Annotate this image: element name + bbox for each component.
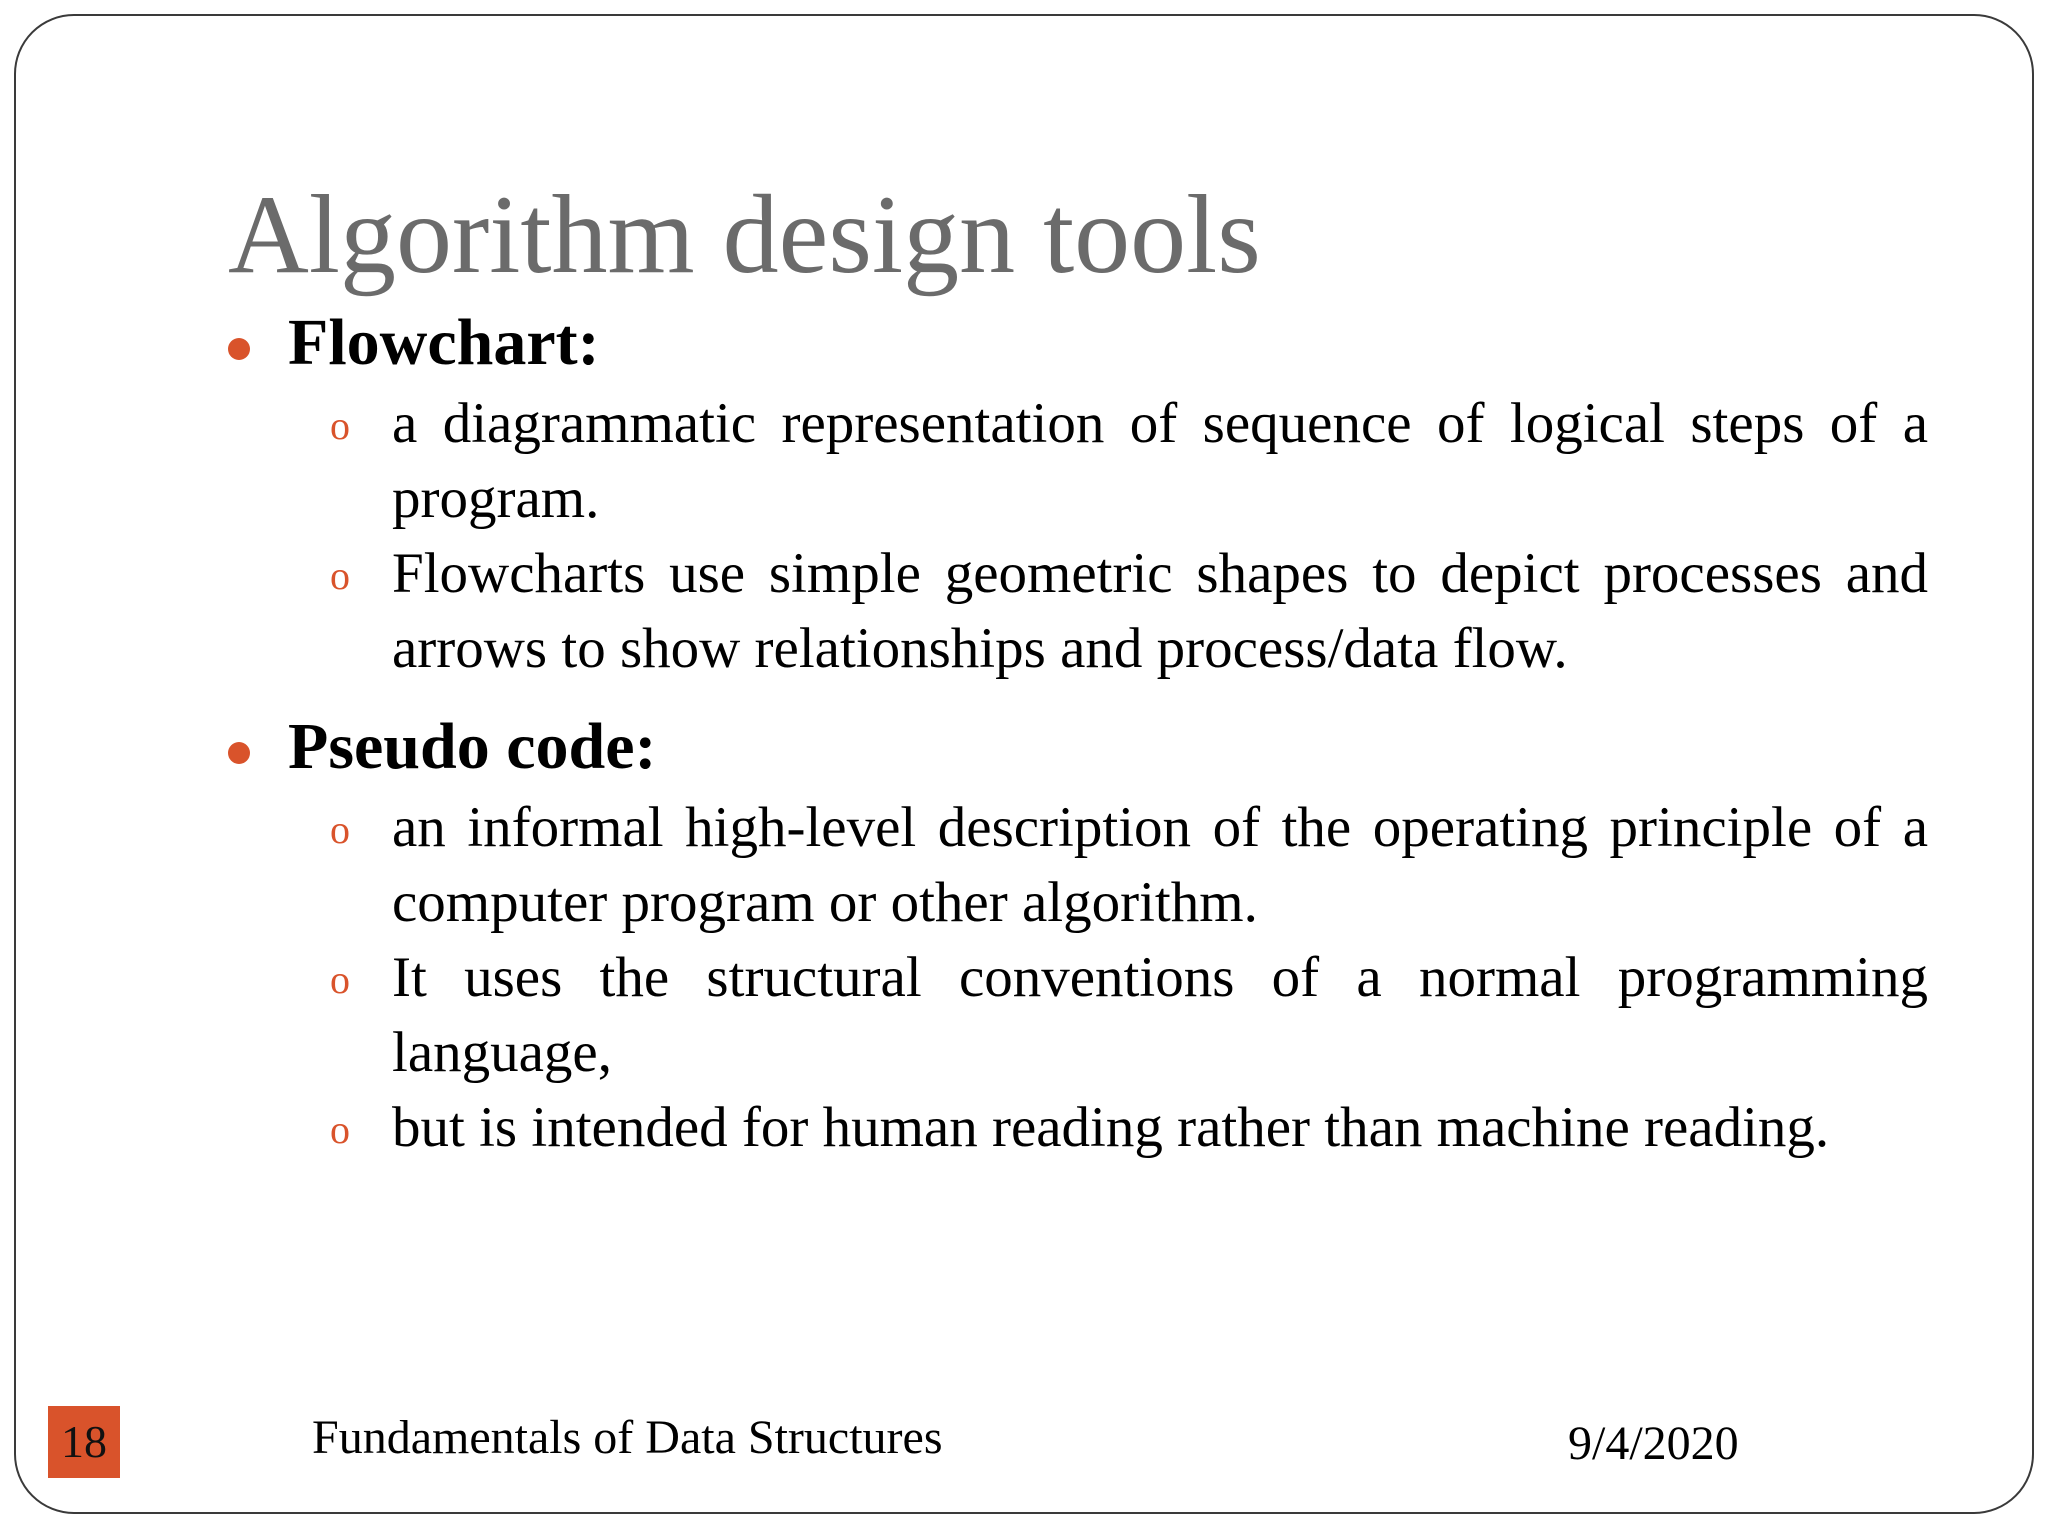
sub-bullet-item (228, 1090, 1928, 1165)
sub-bullet-list (228, 386, 1928, 686)
section-heading-row (228, 704, 1928, 790)
circle-bullet-icon: o (330, 807, 350, 852)
bullet-dot-icon (228, 338, 250, 360)
sub-bullet-text: It uses the structural conventions of a normal programming language, (392, 946, 1928, 1084)
sub-bullet-text: an informal high-level description of the operating principle of a computer program or other algorithm. (392, 796, 1928, 934)
sub-bullet-item (228, 940, 1928, 1090)
section-heading-row (228, 300, 1928, 386)
bullet-dot-icon (228, 742, 250, 764)
section-heading: Pseudo code: (288, 710, 657, 783)
sub-bullet-list (228, 790, 1928, 1165)
circle-bullet-icon: o (330, 553, 350, 598)
circle-bullet-icon: o (330, 957, 350, 1002)
sub-bullet-text: Flowcharts use simple geometric shapes to depict processes and arrows to show relationships and process/data flow. (392, 542, 1928, 680)
slide-number-badge: 18 (48, 1406, 120, 1478)
footer-date: 9/4/2020 (1568, 1417, 1739, 1470)
circle-bullet-icon: o (330, 1107, 350, 1152)
sub-bullet-item (228, 790, 1928, 940)
section-flowchart (228, 300, 1928, 686)
section-heading: Flowchart: (288, 306, 600, 379)
section-pseudo-code (228, 704, 1928, 1165)
circle-bullet-icon: o (330, 403, 350, 448)
sub-bullet-text: but is intended for human reading rather than machine reading. (392, 1096, 1830, 1159)
sub-bullet-item (228, 536, 1928, 686)
slide-title: Algorithm design tools (228, 173, 1261, 297)
footer-course-title: Fundamentals of Data Structures (312, 1411, 943, 1464)
sub-bullet-text: a diagrammatic representation of sequence of logical steps of a program. (392, 392, 1928, 530)
sub-bullet-item (228, 386, 1928, 536)
slide-content (228, 300, 1928, 1165)
